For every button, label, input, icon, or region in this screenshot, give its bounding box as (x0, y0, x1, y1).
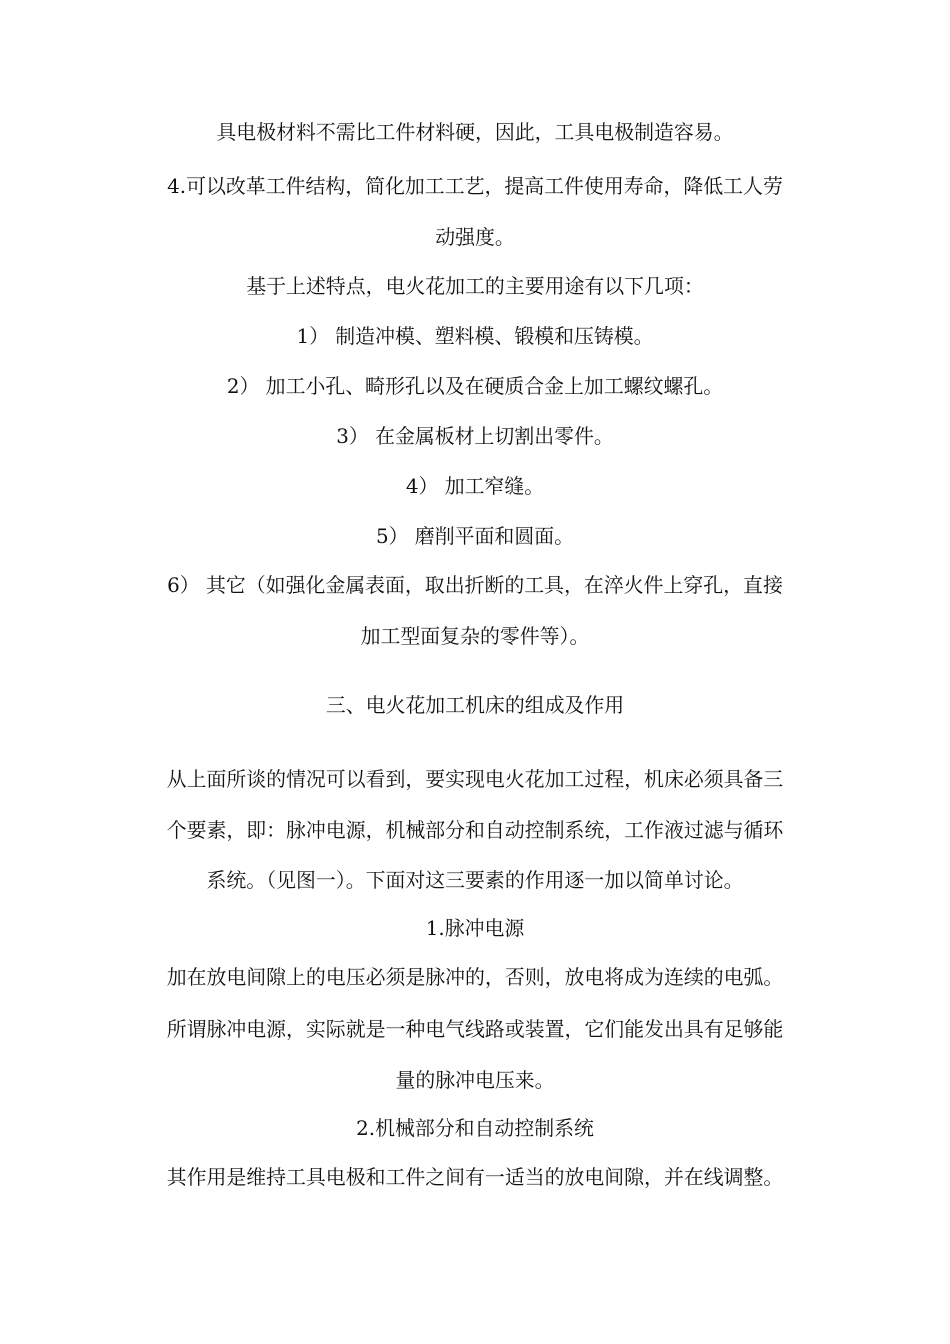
paragraph-line: 具电极材料不需比工件材料硬，因此，工具电极制造容易。 (216, 121, 734, 144)
list-item: 6） 其它（如强化金属表面，取出折断的工具，在淬火件上穿孔，直接 (167, 574, 783, 597)
paragraph-line: 其作用是维持工具电极和工件之间有一适当的放电间隙，并在线调整。 (166, 1166, 784, 1189)
paragraph-line: 所谓脉冲电源，实际就是一种电气线路或装置，它们能发出具有足够能 (166, 1018, 784, 1041)
subsection-heading: 1.脉冲电源 (425, 917, 525, 940)
list-item-continuation: 加工型面复杂的零件等）。 (360, 625, 590, 648)
paragraph-line: 个要素，即：脉冲电源，机械部分和自动控制系统，工作液过滤与循环 (166, 819, 784, 842)
list-item: 2） 加工小孔、畸形孔以及在硬质合金上加工螺纹螺孔。 (226, 375, 724, 398)
section-heading: 三、电火花加工机床的组成及作用 (325, 694, 625, 717)
subsection-heading: 2.机械部分和自动控制系统 (356, 1117, 594, 1140)
paragraph-line: 系统。（见图一）。下面对这三要素的作用逐一加以简单讨论。 (206, 869, 744, 892)
paragraph-line: 4.可以改革工件结构，简化加工工艺，提高工件使用寿命，降低工人劳 (167, 175, 783, 198)
list-item: 3） 在金属板材上切割出零件。 (336, 425, 614, 448)
paragraph-line: 量的脉冲电压来。 (395, 1069, 555, 1092)
list-item: 1） 制造冲模、塑料模、锻模和压铸模。 (296, 325, 654, 348)
paragraph-line: 从上面所谈的情况可以看到，要实现电火花加工过程，机床必须具备三 (166, 768, 784, 791)
paragraph-line: 基于上述特点，电火花加工的主要用途有以下几项： (246, 275, 704, 298)
list-item: 4） 加工窄缝。 (405, 475, 545, 498)
paragraph-line: 加在放电间隙上的电压必须是脉冲的，否则，放电将成为连续的电弧。 (166, 966, 784, 989)
paragraph-line: 动强度。 (435, 226, 515, 249)
list-item: 5） 磨削平面和圆面。 (376, 525, 574, 548)
